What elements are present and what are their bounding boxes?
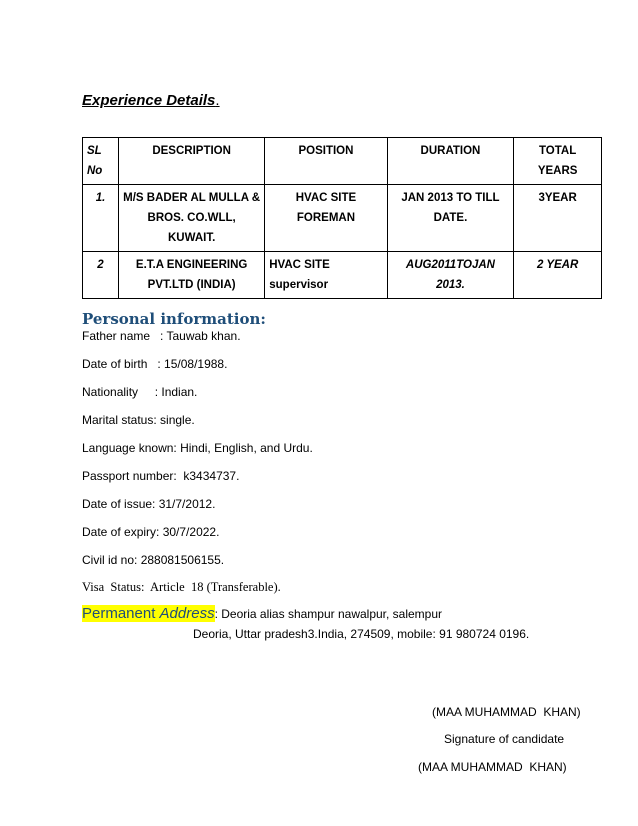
table-row [83, 252, 602, 299]
experience-title-suffix: . [215, 92, 220, 109]
nationality: Nationality : Indian. [82, 385, 198, 399]
row1-desc-line2: BROS. CO.WLL, KUWAIT. [147, 212, 236, 244]
header-sl [83, 138, 119, 185]
header-duration: DURATION [387, 138, 514, 185]
civil-id: Civil id no: 288081506155. [82, 553, 225, 567]
row2-description [119, 252, 265, 299]
address-label-plain: Permanent [82, 605, 160, 622]
table-header-row [83, 138, 602, 185]
experience-table [82, 137, 602, 299]
header-sl-line1: SL [87, 145, 102, 157]
address-line2: Deoria, Uttar pradesh3.India, 274509, mobile: 91 980724 0196. [193, 627, 530, 641]
row2-pos-line2: supervisor [269, 279, 329, 291]
signature-caption: Signature of candidate [444, 732, 565, 746]
languages-known: Language known: Hindi, English, and Urdu. [82, 441, 313, 455]
signature-name-bottom: (MAA MUHAMMAD KHAN) [418, 760, 567, 774]
row2-pos-line1: HVAC SITE [269, 259, 330, 271]
permanent-address [82, 605, 442, 622]
row1-dur-line1: JAN 2013 TO TILL [401, 192, 500, 204]
row2-duration [387, 252, 514, 299]
address-label [82, 605, 215, 622]
header-position: POSITION [265, 138, 387, 185]
row1-sl: 1. [83, 185, 119, 252]
address-label-italic: Address [159, 605, 215, 622]
date-of-birth: Date of birth : 15/08/1988. [82, 357, 228, 371]
row2-desc-line1: E.T.A ENGINEERING [135, 259, 248, 271]
row1-description [119, 185, 265, 252]
row1-position [265, 185, 387, 252]
date-of-expiry: Date of expiry: 30/7/2022. [82, 525, 220, 539]
row2-desc-line2: PVT.LTD (INDIA) [147, 279, 236, 291]
row2-position [265, 252, 387, 299]
row2-dur-line1: AUG2011TOJAN [405, 259, 495, 271]
personal-info-heading: Personal information: [82, 310, 266, 328]
row1-pos-line1: HVAC SITE [295, 192, 357, 204]
header-description: DESCRIPTION [119, 138, 265, 185]
signature-name-top: (MAA MUHAMMAD KHAN) [432, 705, 581, 719]
experience-title-text: Experience Details [82, 92, 216, 109]
row1-duration [387, 185, 514, 252]
address-line1: : Deoria alias shampur nawalpur, salempur [214, 607, 443, 621]
row2-dur-line2: 2013. [436, 279, 465, 291]
row1-dur-line2: DATE. [433, 212, 468, 224]
passport-number: Passport number: k3434737. [82, 469, 240, 483]
date-of-issue: Date of issue: 31/7/2012. [82, 497, 216, 511]
experience-title [82, 92, 220, 109]
header-total-years: TOTAL YEARS [514, 138, 602, 185]
header-sl-line2: No [87, 165, 103, 177]
row2-total: 2 YEAR [514, 252, 602, 299]
visa-status: Visa Status: Article 18 (Transferable). [82, 580, 281, 594]
table-row [83, 185, 602, 252]
marital-status: Marital status: single. [82, 413, 195, 427]
row1-pos-line2: FOREMAN [296, 212, 356, 224]
father-name: Father name : Tauwab khan. [82, 329, 241, 343]
row1-total: 3YEAR [514, 185, 602, 252]
row2-sl: 2 [83, 252, 119, 299]
row1-desc-line1: M/S BADER AL MULLA & [123, 192, 261, 204]
